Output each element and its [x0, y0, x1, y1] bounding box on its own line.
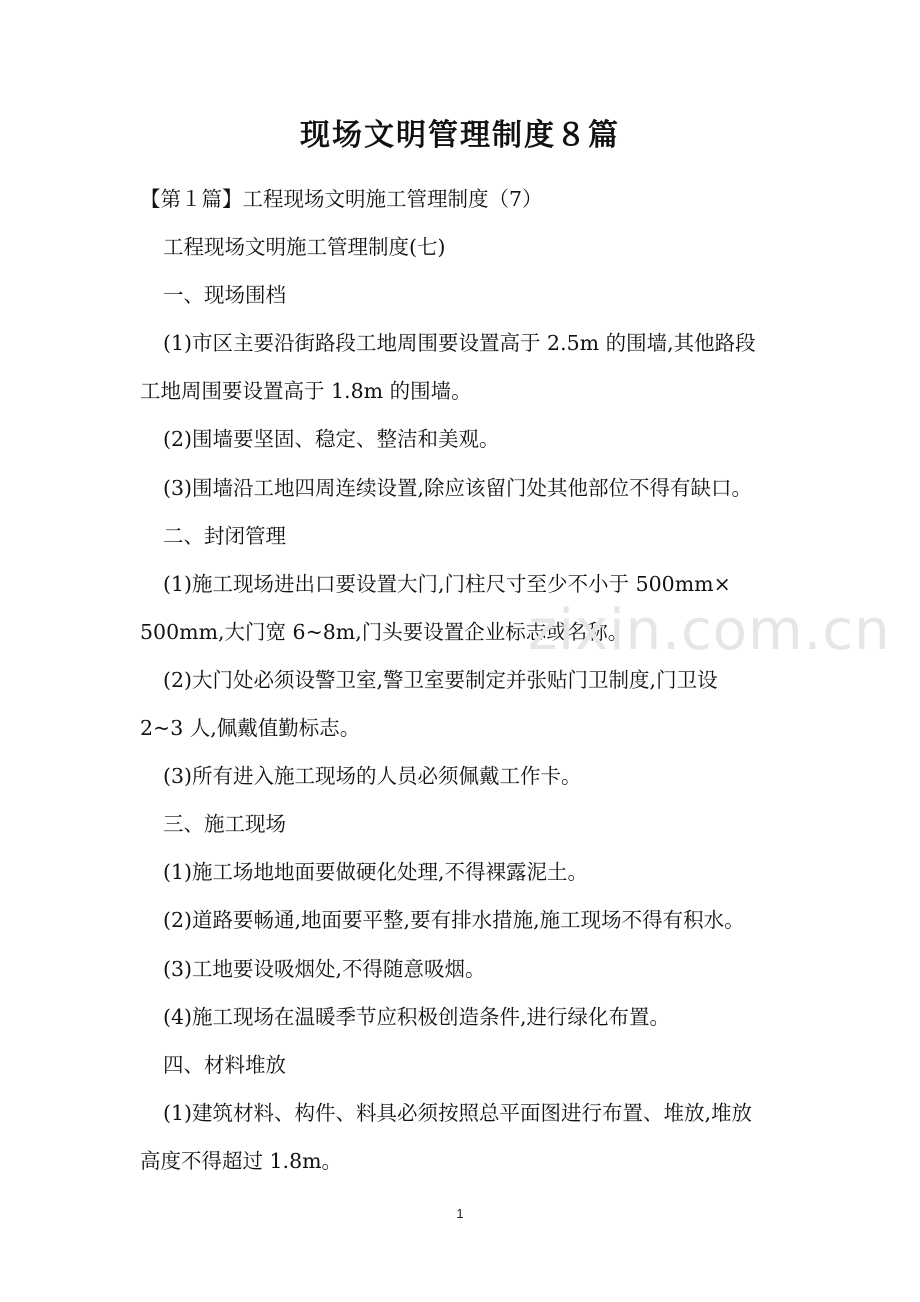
paragraph-line: (2)围墙要坚固、稳定、整洁和美观。 — [163, 427, 500, 452]
paragraph-line: 工地周围要设置高于 1.8m 的围墙。 — [140, 379, 472, 404]
paragraph-line: 一、现场围档 — [163, 283, 286, 308]
paragraph-line: 工程现场文明施工管理制度(七) — [163, 235, 446, 260]
paragraph-line: (4)施工现场在温暖季节应积极创造条件,进行绿化布置。 — [163, 1004, 671, 1029]
paragraph-line: 【第１篇】工程现场文明施工管理制度（7） — [140, 187, 543, 211]
page-number: 1 — [456, 1206, 464, 1221]
paragraph-line: 二、封闭管理 — [163, 523, 286, 548]
paragraph-line: 500mm,大门宽 6~8m,门头要设置企业标志或名称。 — [140, 619, 629, 644]
document-title: 现场文明管理制度８篇 — [300, 118, 620, 153]
paragraph-line: (2)大门处必须设警卫室,警卫室要制定并张贴门卫制度,门卫设 — [163, 667, 718, 692]
paragraph-line: 2~3 人,佩戴值勤标志。 — [140, 716, 361, 741]
paragraph-line: (1)建筑材料、构件、料具必须按照总平面图进行布置、堆放,堆放 — [163, 1100, 753, 1125]
paragraph-line: 三、施工现场 — [163, 812, 286, 837]
paragraph-line: (1)施工现场进出口要设置大门,门柱尺寸至少不小于 500mm× — [163, 571, 731, 596]
paragraph-line: (3)工地要设吸烟处,不得随意吸烟。 — [163, 956, 486, 981]
paragraph-line: 高度不得超过 1.8m。 — [140, 1148, 343, 1173]
paragraph-line: (2)道路要畅通,地面要平整,要有排水措施,施工现场不得有积水。 — [163, 908, 745, 933]
paragraph-line: (3)围墙沿工地四周连续设置,除应该留门处其他部位不得有缺口。 — [163, 475, 753, 500]
paragraph-line: (3)所有进入施工现场的人员必须佩戴工作卡。 — [163, 764, 582, 789]
watermark: zixin.com.cn — [528, 598, 891, 663]
paragraph-line: 四、材料堆放 — [163, 1052, 286, 1077]
paragraph-line: (1)施工场地地面要做硬化处理,不得裸露泥土。 — [163, 860, 589, 885]
document-body — [140, 175, 795, 1185]
paragraph-line: (1)市区主要沿街路段工地周围要设置高于 2.5m 的围墙,其他路段 — [163, 331, 756, 356]
